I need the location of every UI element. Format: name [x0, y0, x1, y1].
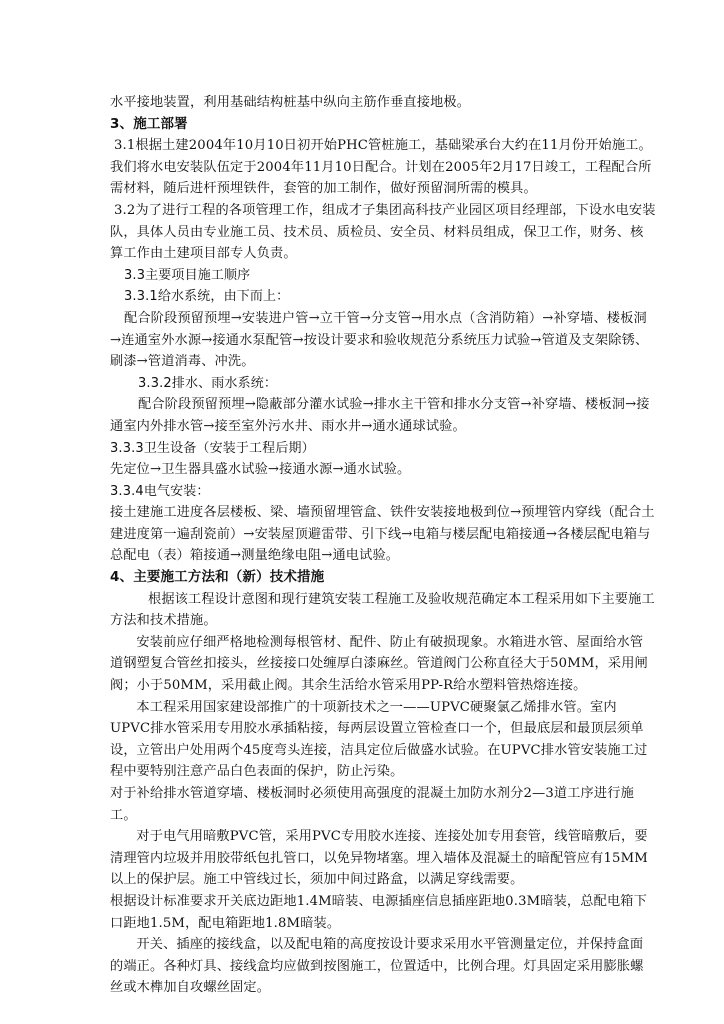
paragraph-4-upvc: 本工程采用国家建设部推广的十项新技术之一——UPVC硬聚氯乙烯排水管。室内UPVC排水管采用专用胶水承插粘接，每两层设置立管检查口一个，但最底层和最顶层须单设，立管出户处用两个45度弯头连接，洁具定位后做盛水试验。在UPVC排水管安装施工过程中要特别注意产品白色表面的保护，防止污染。 — [110, 699, 648, 780]
paragraph-4-conduit: 对于电气用暗敷PVC管，采用PVC专用胶水连接、连接处加专用套管，线管暗敷后，要清理管内垃圾并用胶带纸包扎管口，以免异物堵塞。埋入墙体及混凝土的暗配管应有15MM以上的保护层。施工中管线过长，须加中间过路盒，以满足穿线需要。 — [110, 829, 648, 888]
document-body — [110, 92, 656, 999]
subheading-3-3-3: 3.3.3卫生设备（安装于工程后期） — [110, 440, 315, 456]
subheading-3-3-2: 3.3.2排水、雨水系统： — [138, 375, 278, 391]
subheading-3-3: 3.3主要项目施工顺序 — [124, 267, 251, 283]
subheading-3-3-1: 3.3.1给水系统，由下而上： — [124, 289, 290, 305]
paragraph-3-1: 3.1根据土建2004年10月10日初开始PHC管桩施工，基础梁承台大约在11月份开始施工。我们将水电安装队伍定于2004年11月10日配合。计划在2005年2月17日竣工，工程配合所需材料，随后进杆预埋铁件，套管的加工制作，做好预留洞所需的模具。 — [110, 138, 652, 197]
paragraph-3-3-3: 先定位→卫生器具盛水试验→接通水源→通水试验。 — [110, 462, 411, 478]
paragraph-grounding: 水平接地装置，利用基础结构桩基中纵向主筋作垂直接地极。 — [110, 95, 471, 110]
section-heading-4: 4、主要施工方法和（新）技术措施 — [110, 569, 325, 586]
paragraph-3-2: 3.2为了进行工程的各项管理工作，组成才子集团高科技产业园区项目经理部，下设水电安装队，具体人员由专业施工员、技术员、质检员、安全员、材料员组成，保卫工作，财务、核算工作由土建项目部专人负责。 — [110, 202, 656, 262]
paragraph-4-penetration: 对于补给排水管道穿墙、楼板洞时必须使用高强度的混凝土加防水剂分2—3道工序进行施工。 — [110, 786, 634, 823]
section-heading-3: 3、施工部署 — [110, 115, 188, 132]
paragraph-3-3-2: 配合阶段预留预埋→隐蔽部分灌水试验→排水主干管和排水分支管→补穿墙、楼板洞→接通室内外排水管→接至室外污水井、雨水井→通水通球试验。 — [110, 397, 650, 434]
paragraph-3-3-4: 接土建施工进度各层楼板、梁、墙预留埋管盒、铁件安装接地极到位→预埋管内穿线（配合土建进度第一遍刮瓷前）→安装屋顶避雷带、引下线→电箱与楼层配电箱接通→各楼层配电箱与总配电（表）箱接通→测量绝缘电阻→通电试验。 — [110, 505, 655, 564]
paragraph-4-pipes: 安装前应仔细严格地检测每根管材、配件、防止有破损现象。水箱进水管、屋面给水管道钢塑复合管丝扣接头，丝接接口处缠厚白漆麻丝。管道阀门公称直径大于50MM，采用闸阀；小于50MM，采用截止阀。其余生活给水管采用PP-R给水塑料管热熔连接。 — [110, 634, 648, 694]
paragraph-3-3-1: 配合阶段预留预埋→安装进户管→立干管→分支管→用水点（含消防箱）→补穿墙、楼板洞→连通室外水源→接通水泵配管→按设计要求和验收规范分系统压力试验→管道及支架除锈、刷漆→管道消毒、冲洗。 — [110, 310, 649, 370]
subheading-3-3-4: 3.3.4电气安装： — [110, 483, 210, 499]
paragraph-4-boxes: 开关、插座的接线盒，以及配电箱的高度按设计要求采用水平管测量定位，并保持盒面的端正。各种灯具、接线盒均应做到按图施工，位置适中，比例合理。灯具固定采用膨胀螺丝或木榫加自攻螺丝固定。 — [110, 937, 644, 996]
paragraph-4-intro: 根据该工程设计意图和现行建筑安装工程施工及验收规范确定本工程采用如下主要施工方法和技术措施。 — [110, 591, 655, 629]
paragraph-4-heights: 根据设计标准要求开关底边距地1.4M暗装、电源插座信息插座距地0.3M暗装，总配电箱下口距地1.5M，配电箱距地1.8M暗装。 — [110, 893, 647, 931]
